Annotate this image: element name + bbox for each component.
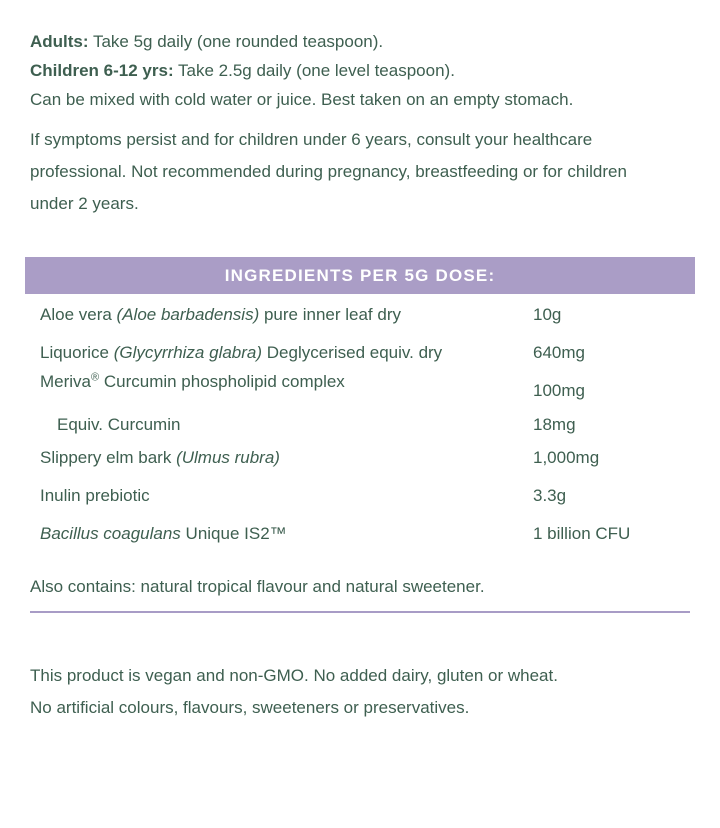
ingredient-name [40, 343, 533, 363]
ingredients-table [30, 296, 690, 553]
ingredient-row [40, 372, 690, 410]
ingredient-name [40, 524, 533, 544]
text-segment: Take 5g daily (one rounded teaspoon). [88, 32, 384, 51]
ingredient-amount: 640mg [533, 343, 585, 362]
text-segment: (Ulmus rubra) [176, 448, 280, 467]
product-claims [30, 660, 690, 724]
text-segment: Adults: [30, 32, 89, 51]
text-segment: ® [91, 371, 100, 384]
ingredient-name [40, 486, 533, 506]
divider-line [30, 611, 690, 613]
ingredient-amount: 1 billion CFU [533, 524, 631, 543]
ingredient-amount: 3.3g [533, 486, 567, 505]
text-segment: Deglycerised equiv. dry [262, 343, 443, 362]
ingredients-header-title: INGREDIENTS PER 5G DOSE: [224, 265, 496, 285]
claim-line: No artificial colours, flavours, sweeteners or preservatives. [30, 698, 470, 717]
text-segment: pure inner leaf dry [259, 305, 401, 324]
text-segment: (Aloe barbadensis) [116, 305, 260, 324]
text-segment: Curcumin phospholipid complex [99, 372, 345, 391]
ingredient-amount: 10g [533, 305, 562, 324]
warning-text: If symptoms persist and for children under 6 years, consult your healthcare professional. Not recommended during pregnancy, breastfeeding or for children under 2 years. [30, 130, 627, 213]
ingredient-name [40, 448, 533, 468]
ingredient-amount: 18mg [533, 414, 576, 434]
ingredient-row [40, 296, 690, 334]
ingredient-row [40, 477, 690, 515]
ingredient-name [40, 305, 533, 325]
text-segment: Take 2.5g daily (one level teaspoon). [173, 61, 455, 80]
text-segment: (Glycyrrhiza glabra) [113, 343, 263, 362]
ingredients-header-bar [25, 257, 695, 294]
dosage-line [30, 27, 690, 56]
ingredient-name [40, 372, 533, 392]
text-segment: Inulin prebiotic [40, 486, 150, 505]
ingredient-row [40, 515, 690, 553]
claim-line: This product is vegan and non-GMO. No added dairy, gluten or wheat. [30, 666, 558, 685]
ingredient-row [40, 334, 690, 372]
ingredient-row [40, 439, 690, 477]
ingredient-row [40, 410, 690, 439]
text-segment: Equiv. Curcumin [57, 414, 181, 434]
text-segment: Liquorice [40, 343, 114, 362]
also-contains-text: Also contains: natural tropical flavour and natural sweetener. [30, 577, 485, 596]
ingredient-amount: 1,000mg [533, 448, 600, 467]
dosage-line [30, 56, 690, 85]
text-segment: Aloe vera [40, 305, 117, 324]
text-segment: Unique IS2™ [180, 524, 287, 543]
text-segment: Can be mixed with cold water or juice. Best taken on an empty stomach. [30, 90, 574, 109]
text-segment: Bacillus coagulans [40, 524, 181, 543]
text-segment: Children 6-12 yrs: [30, 61, 174, 80]
text-segment: Meriva [40, 372, 92, 391]
dosage-directions [30, 27, 690, 114]
text-segment: Slippery elm bark [40, 448, 177, 467]
dosage-line [30, 85, 690, 114]
ingredient-name [40, 415, 533, 435]
ingredient-amount: 100mg [533, 381, 585, 400]
